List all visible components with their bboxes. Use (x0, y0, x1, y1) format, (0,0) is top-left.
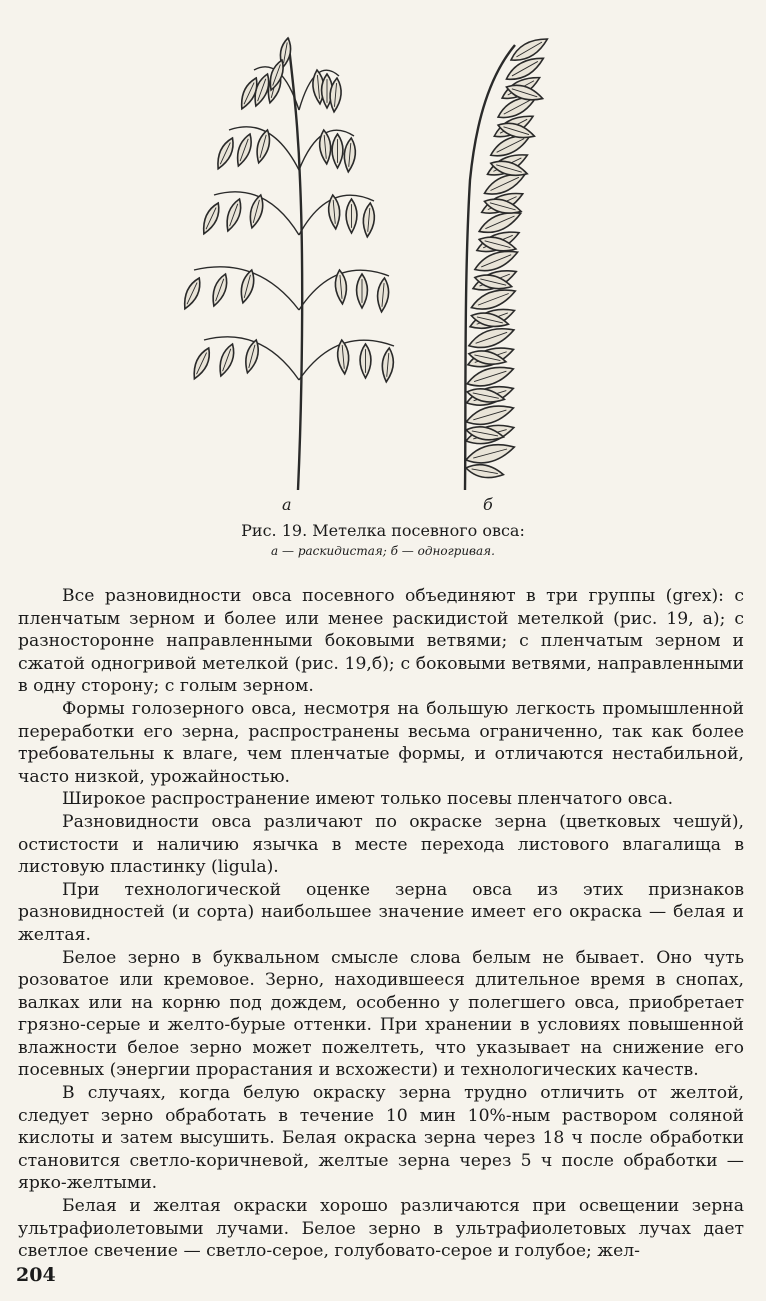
oat-panicle-illustration (170, 20, 610, 520)
caption-subtitle: а — раскидистая; б — одногривая. (271, 544, 495, 558)
paragraph: Широкое распространение имеют только посевы пленчатого овса. (62, 789, 674, 810)
paragraph: Белое зерно в буквальном смысле слова белым не бывает. Оно чуть розоватое или кремовое. Зерно, находившееся длительное время в снопах, валках или на корню под дождем, особенно у полегшего овса, приобретает грязно-серые и желто-бурые оттенки. При хранении в условиях повышенной влажности белое зерно может пожелтеть, что указывает на снижение его посевных (энергии прорастания и всхожести) и технологических качеств. (18, 947, 744, 1081)
paragraph: Все разновидности овса посевного объединяют в три группы (grex): с пленчатым зерном и более или менее раскидистой метелкой (рис. 19, а); с разносторонне направленными боковыми ветвями; с пленчатым зерном и сжатой одногривой метелкой (рис. 19,б); с боковыми ветвями, направленными в одну сторону; с голым зерном. (18, 586, 744, 697)
paragraph: Формы голозерного овса, несмотря на большую легкость промышленной переработки его зерна, распространены весьма ограниченно, так как более требовательны к влаге, чем пленчатые формы, и отличаются нестабильной, часто низкой, урожайностью. (18, 698, 744, 787)
figure-label-b: б (483, 495, 493, 514)
paragraph: Разновидности овса различают по окраске зерна (цветковых чешуй), остистости и наличию язычка в месте перехода листового влагалища в листовую пластинку (ligula). (18, 811, 744, 878)
caption-title: Рис. 19. Метелка посевного овса: (241, 521, 525, 540)
paragraph: При технологической оценке зерна овса из этих признаков разновидностей (и сорта) наибольшее значение имеет его окраска — белая и желтая. (18, 879, 744, 945)
spreading-panicle-drawing (185, 38, 394, 490)
one-sided-panicle-drawing (465, 39, 547, 490)
paragraph: Белая и желтая окраски хорошо различаются при освещении зерна ультрафиолетовыми лучами. Белое зерно в ультрафиолетовых лучах дает светлое свечение — светло-серое, голубовато-серое и голубое; жел- (18, 1196, 744, 1262)
figure-caption (0, 521, 766, 559)
body-text (18, 585, 744, 1263)
paragraph: В случаях, когда белую окраску зерна трудно отличить от желтой, следует зерно обработать в течение 10 мин 10%-ным раствором соляной кислоты и затем высушить. Белая окраска зерна через 18 ч после обработки становится светло-коричневой, желтые зерна через 5 ч после обработки — ярко-желтыми. (18, 1083, 744, 1194)
figure-label-a: а (282, 495, 292, 514)
oat-panicle-figure (170, 20, 610, 520)
page-number: 204 (16, 1264, 56, 1286)
